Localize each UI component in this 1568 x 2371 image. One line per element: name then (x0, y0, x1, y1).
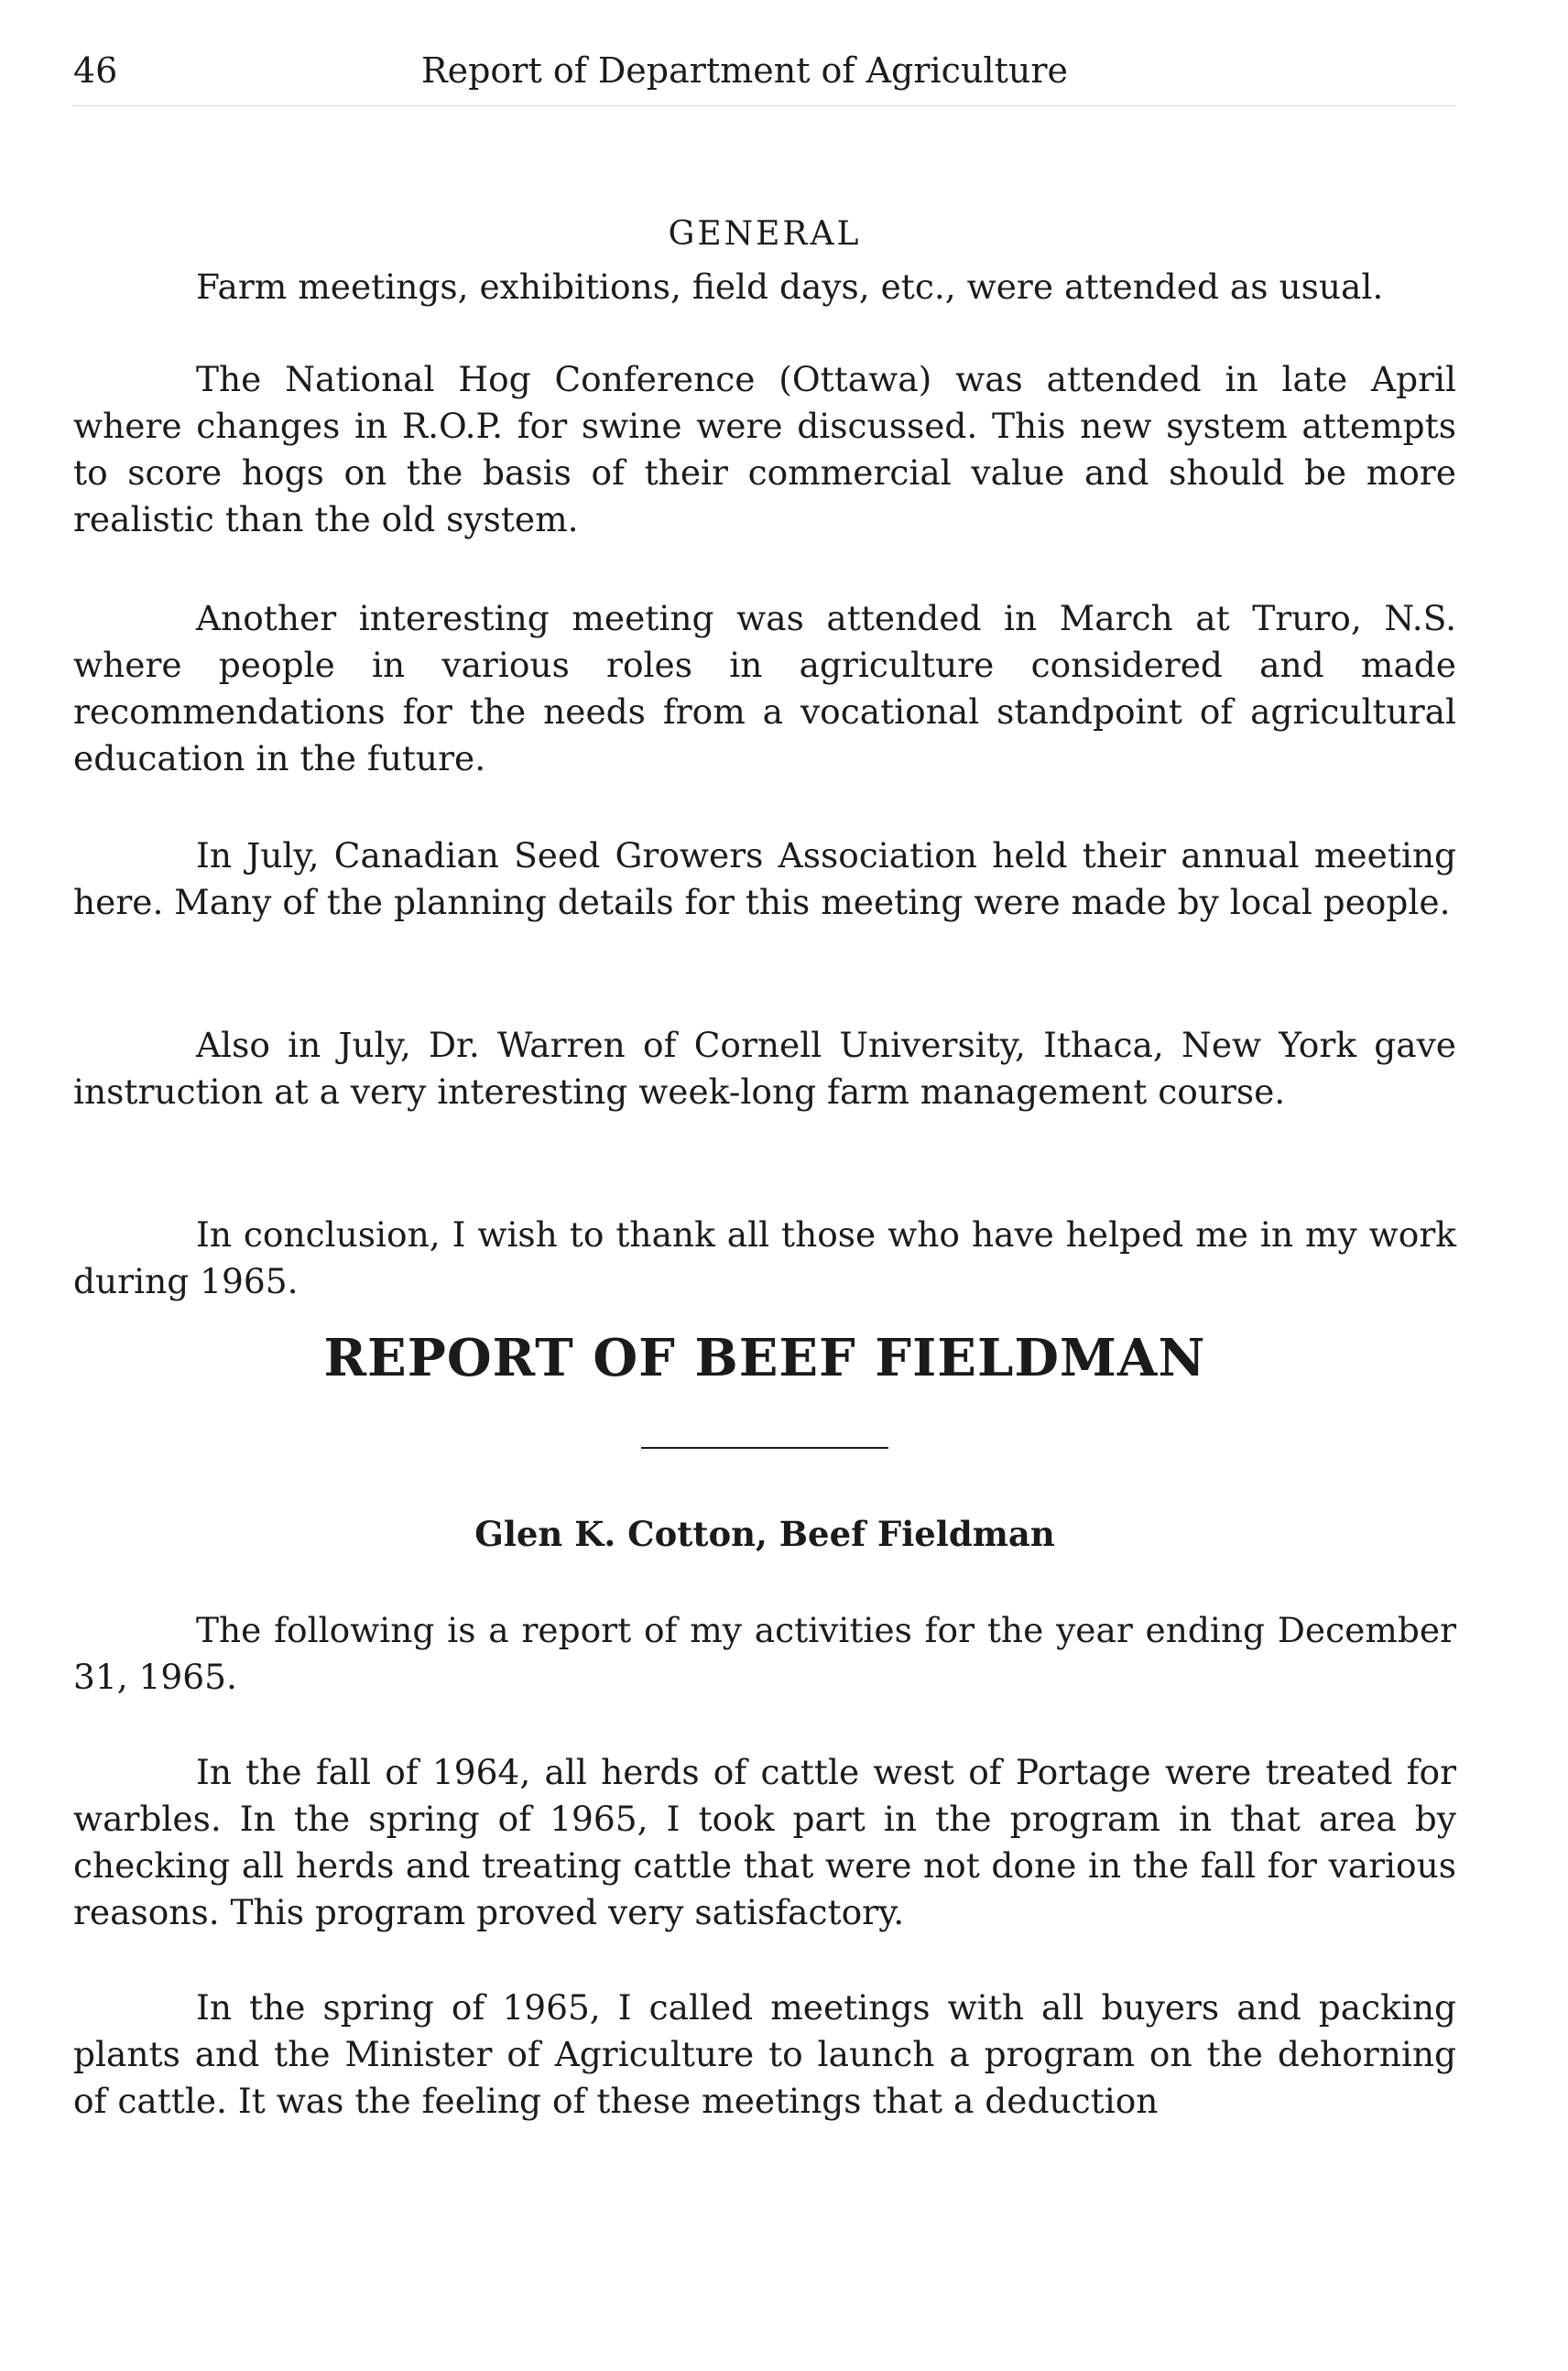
running-header (73, 50, 1456, 106)
document-page (73, 50, 1456, 2121)
paragraph: In July, Canadian Seed Growers Association held their annual meeting here. Many of the planning details for this meeting were made by local people. (73, 835, 1456, 922)
page-number: 46 (73, 50, 118, 91)
paragraph: Also in July, Dr. Warren of Cornell University, Ithaca, New York gave instruction at a very interesting week-long farm management course. (73, 1025, 1456, 1112)
section-heading-general: GENERAL (668, 215, 862, 253)
paragraph: Farm meetings, exhibitions, field days, etc., were attended as usual. (196, 266, 1384, 307)
paragraph: Another interesting meeting was attended in March at Truro, N.S. where people in various roles in agriculture considered and made recommendations for the needs from a vocational standpoint of agricultural education in the future. (73, 598, 1456, 778)
paragraph: In conclusion, I wish to thank all those who have helped me in my work during 1965. (73, 1214, 1456, 1301)
paragraph: In the fall of 1964, all herds of cattle west of Portage were treated for warbles. In the spring of 1965, I took part in the program in that area by checking all herds and treating cattle that were not done in the fall for various reasons. This program proved very satisfactory. (73, 1752, 1456, 1932)
paragraph: In the spring of 1965, I called meetings with all buyers and packing plants and the Minister of Agriculture to launch a program on the dehorning of cattle. It was the feeling of these meetings that a deduction (73, 1987, 1456, 2121)
paragraph: The National Hog Conference (Ottawa) was attended in late April where changes in R.O.P. for swine were discussed. This new system attempts to score hogs on the basis of their commercial value and should be more realistic than the old system. (73, 359, 1456, 539)
title-divider (641, 1447, 888, 1449)
report-title: REPORT OF BEEF FIELDMAN (323, 1328, 1206, 1388)
paragraph: The following is a report of my activities for the year ending December 31, 1965. (73, 1610, 1456, 1697)
author-byline: Glen K. Cotton, Beef Fieldman (474, 1514, 1055, 1554)
running-title: Report of Department of Agriculture (421, 50, 1068, 91)
